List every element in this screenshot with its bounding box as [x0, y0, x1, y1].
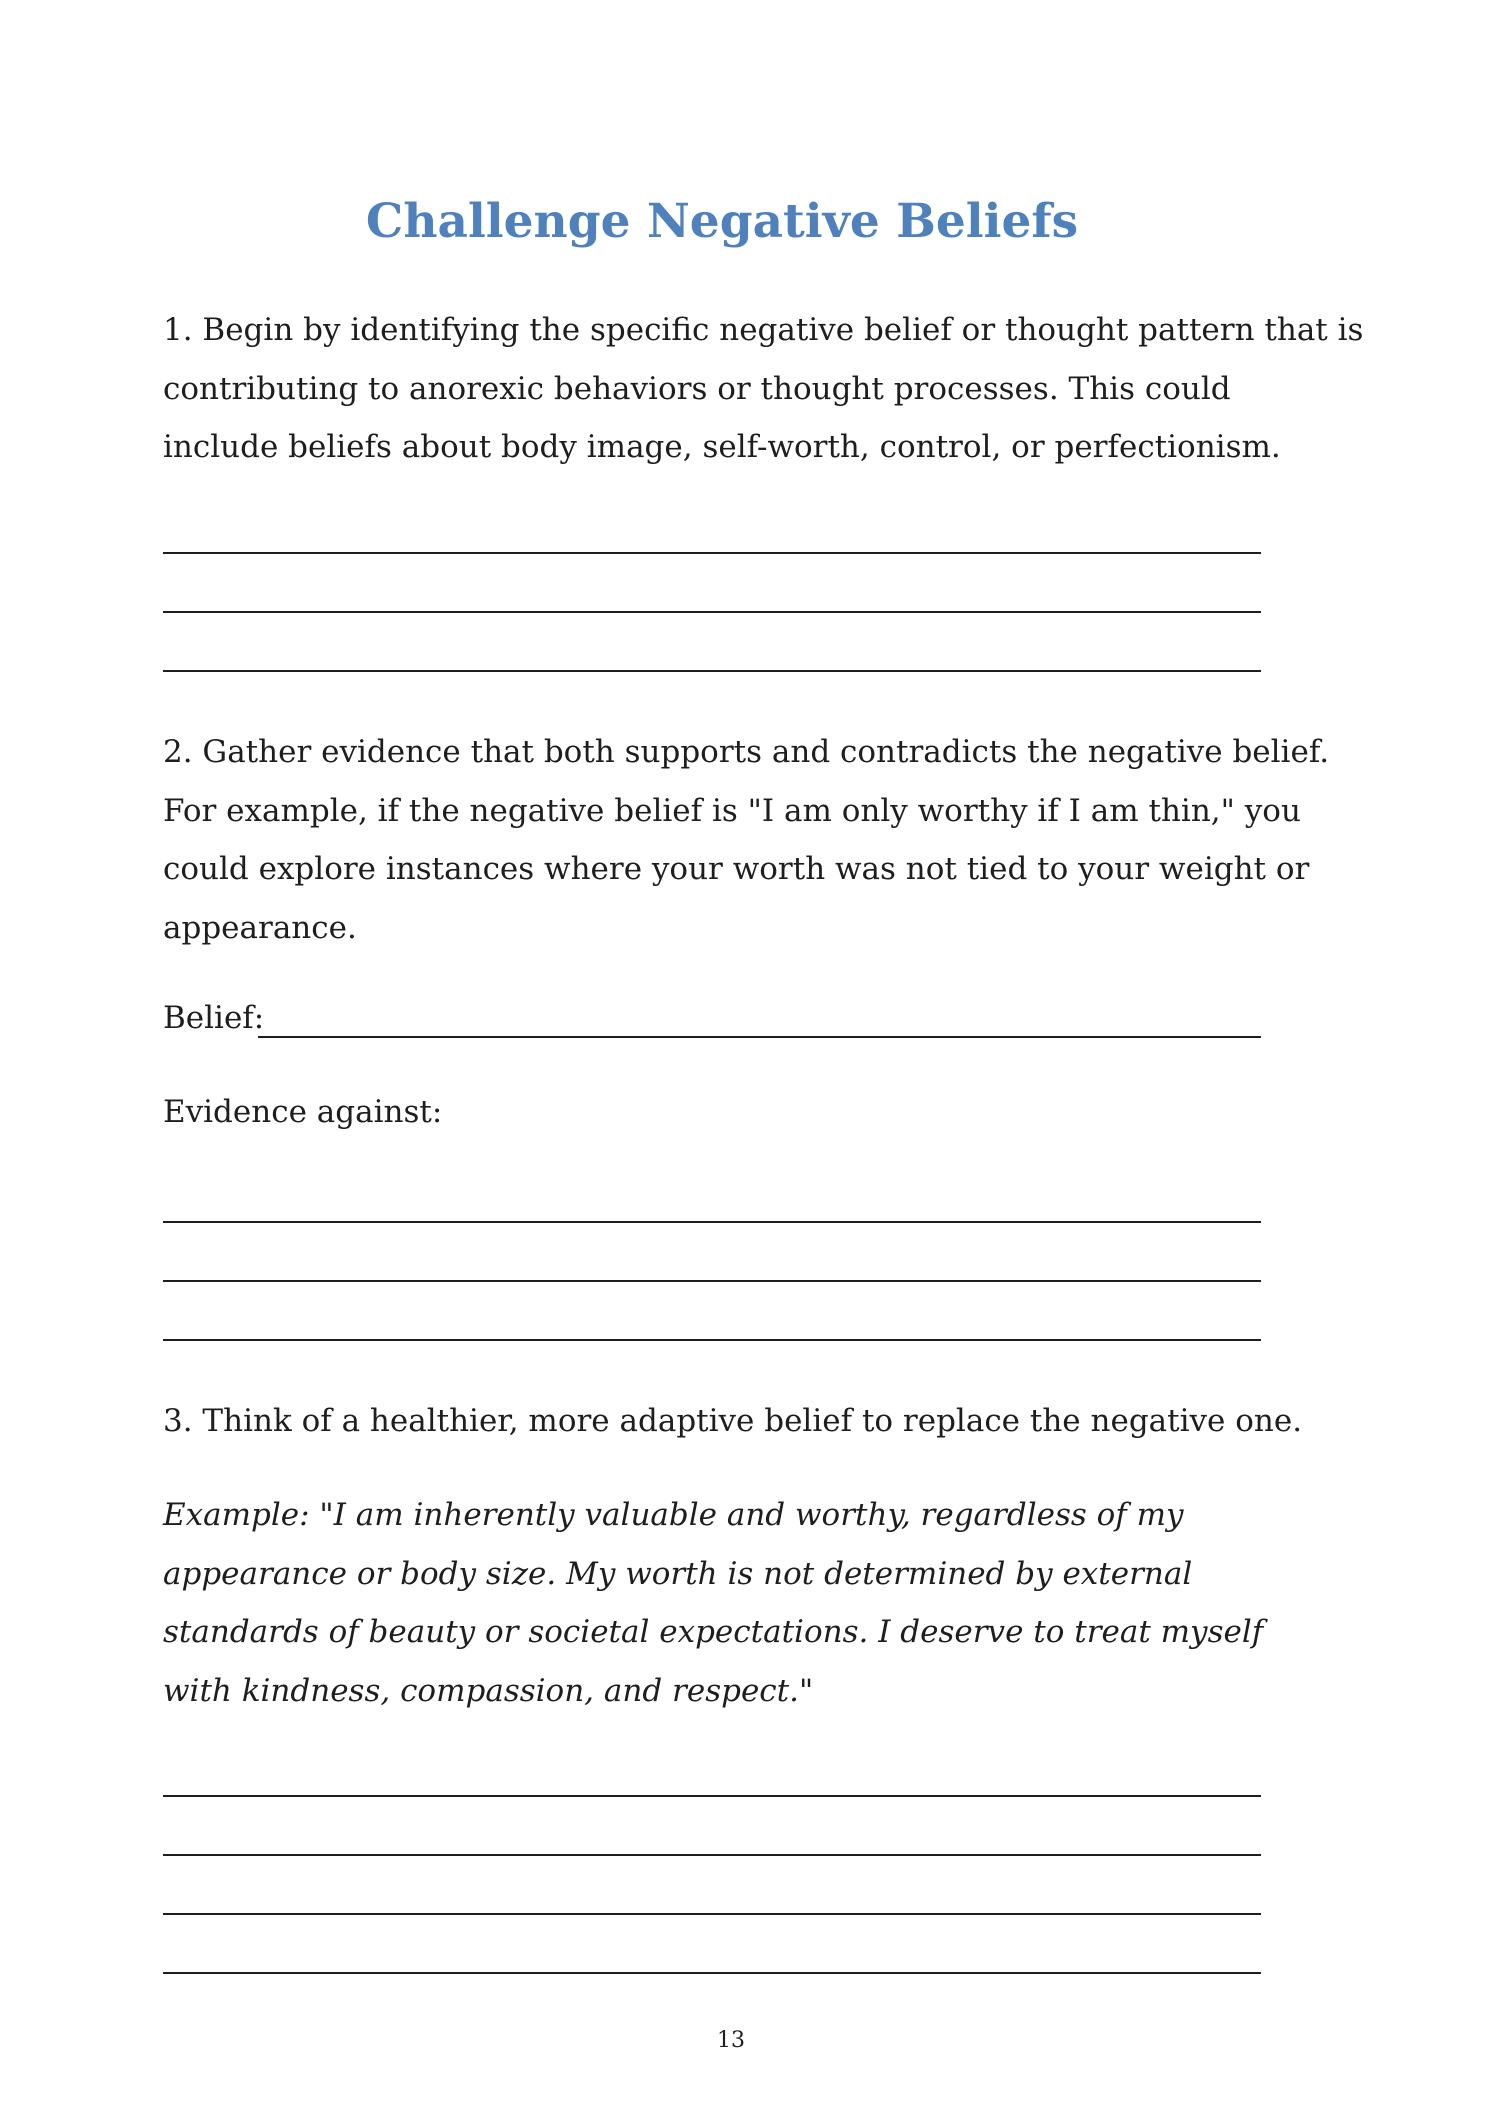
example-line: Example: "I am inherently valuable and worthy, regardless of my [163, 1497, 1184, 1533]
step3-instructions [163, 1392, 1313, 1451]
step2-instructions [163, 723, 1330, 957]
belief-label: Belief: [163, 1000, 265, 1036]
step1-line: include beliefs about body image, self-worth, control, or perfectionism. [163, 429, 1281, 465]
page-number: 13 [717, 2028, 745, 2053]
step1-writing-line[interactable] [163, 552, 1261, 554]
step2-line: For example, if the negative belief is "I am only worthy if I am thin," you [163, 792, 1301, 829]
step3-writing-line[interactable] [163, 1795, 1261, 1797]
example-line: standards of beauty or societal expectations. I deserve to treat myself [163, 1614, 1264, 1650]
step2-line: 2. Gather evidence that both supports and contradicts the negative belief. [163, 734, 1330, 770]
step2-line: appearance. [163, 909, 357, 946]
step1-instructions [163, 301, 1364, 477]
evidence-writing-line[interactable] [163, 1221, 1261, 1223]
step1-line: 1. Begin by identifying the specific negative belief or thought pattern that is [163, 312, 1364, 348]
step3-writing-line[interactable] [163, 1972, 1261, 1974]
evidence-writing-line[interactable] [163, 1280, 1261, 1282]
step1-line: contributing to anorexic behaviors or thought processes. This could [163, 370, 1231, 407]
evidence-against-label: Evidence against: [163, 1094, 443, 1130]
step1-writing-line[interactable] [163, 670, 1261, 672]
step1-writing-line[interactable] [163, 611, 1261, 613]
step3-line: 3. Think of a healthier, more adaptive belief to replace the negative one. [163, 1403, 1303, 1439]
example-belief [163, 1486, 1313, 1720]
evidence-writing-line[interactable] [163, 1339, 1261, 1341]
step3-writing-line[interactable] [163, 1854, 1261, 1856]
page-title: Challenge Negative Beliefs [365, 194, 1079, 249]
step2-line: could explore instances where your worth was not tied to your weight or [163, 851, 1310, 887]
example-line: appearance or body size. My worth is not determined by external [163, 1555, 1193, 1592]
belief-writing-line[interactable] [258, 1036, 1261, 1038]
example-line: with kindness, compassion, and respect." [163, 1672, 814, 1709]
step3-writing-line[interactable] [163, 1913, 1261, 1915]
